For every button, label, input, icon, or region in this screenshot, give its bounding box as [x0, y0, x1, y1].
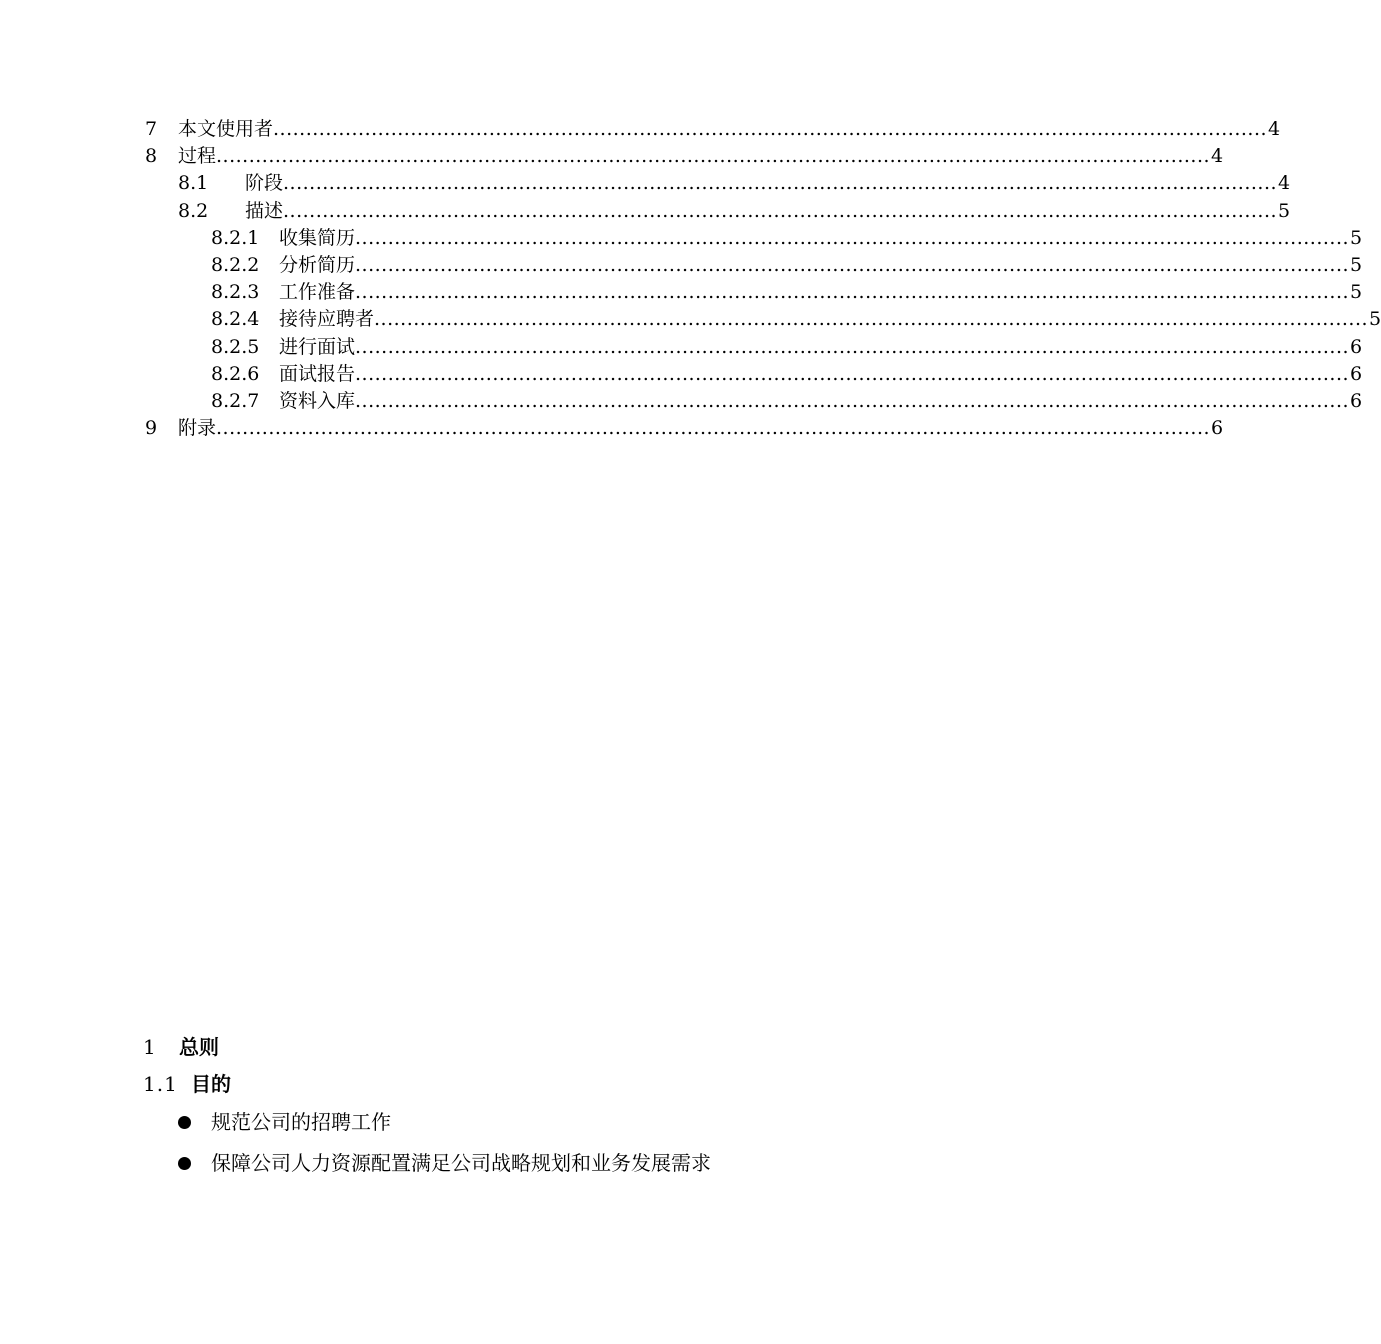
toc-entry-number: 8.1	[178, 172, 209, 195]
toc-entry-7[interactable]	[0, 116, 1281, 143]
toc-entry-9[interactable]	[0, 415, 1224, 442]
toc-dot-leader: ........................................................................................................................................................	[355, 389, 1350, 412]
toc-entry-title: 分析简历	[279, 252, 355, 279]
toc-entry-title: 面试报告	[279, 361, 355, 388]
toc-entry-page: 4	[1211, 145, 1224, 168]
toc-dot-leader: ........................................................................................................................................................	[216, 145, 1211, 168]
bullet-dot-icon	[178, 1157, 191, 1170]
toc-entry-number: 8.2.4	[211, 308, 260, 331]
section-heading-1-1	[143, 1069, 231, 1099]
list-item	[178, 1148, 711, 1178]
section-title: 目的	[191, 1072, 231, 1096]
toc-entry-8-2-2[interactable]	[0, 252, 1363, 279]
toc-dot-leader: ........................................................................................................................................................	[374, 308, 1369, 331]
toc-entry-page: 5	[1369, 308, 1381, 331]
toc-entry-number: 8.2.7	[211, 389, 260, 412]
toc-entry-title: 本文使用者	[178, 116, 273, 143]
toc-entry-8-2-3[interactable]	[0, 279, 1363, 306]
toc-entry-8-2-5[interactable]	[0, 334, 1363, 361]
list-item-text: 保障公司人力资源配置满足公司战略规划和业务发展需求	[211, 1151, 711, 1175]
toc-entry-page: 5	[1350, 226, 1363, 249]
toc-dot-leader: ........................................................................................................................................................	[273, 118, 1268, 140]
toc-entry-page: 6	[1211, 417, 1224, 440]
toc-entry-page: 4	[1268, 118, 1281, 140]
table-of-contents	[0, 116, 1381, 442]
toc-entry-number: 7	[145, 118, 158, 140]
toc-entry-number: 8.2.5	[211, 335, 260, 358]
toc-entry-page: 5	[1350, 253, 1363, 276]
toc-entry-8[interactable]	[0, 143, 1224, 170]
toc-entry-number: 8.2.6	[211, 362, 260, 385]
toc-entry-page: 5	[1278, 199, 1291, 222]
section-title: 总则	[179, 1035, 219, 1059]
toc-entry-number: 8	[145, 145, 158, 168]
toc-entry-number: 9	[145, 417, 158, 440]
toc-entry-title: 阶段	[245, 170, 283, 197]
toc-dot-leader: ........................................................................................................................................................	[355, 226, 1350, 249]
toc-entry-title: 进行面试	[279, 334, 355, 361]
toc-entry-page: 6	[1350, 335, 1363, 358]
toc-entry-title: 过程	[178, 143, 216, 170]
toc-entry-title: 资料入库	[279, 388, 355, 415]
bullet-dot-icon	[178, 1116, 191, 1129]
toc-entry-8-2[interactable]	[0, 198, 1291, 225]
section-number: 1.1	[143, 1072, 178, 1096]
toc-entry-8-1[interactable]	[0, 170, 1291, 197]
section-number: 1	[143, 1035, 156, 1059]
toc-entry-title: 工作准备	[279, 279, 355, 306]
toc-entry-8-2-7[interactable]	[0, 388, 1363, 415]
toc-entry-number: 8.2.1	[211, 226, 260, 249]
toc-entry-number: 8.2	[178, 199, 209, 222]
toc-dot-leader: ........................................................................................................................................................	[283, 172, 1278, 195]
toc-entry-page: 6	[1350, 362, 1363, 385]
toc-dot-leader: ........................................................................................................................................................	[355, 362, 1350, 385]
list-item-text: 规范公司的招聘工作	[211, 1110, 391, 1134]
toc-entry-8-2-6[interactable]	[0, 361, 1363, 388]
toc-entry-title: 收集简历	[279, 225, 355, 252]
toc-entry-page: 4	[1278, 172, 1291, 195]
toc-entry-8-2-1[interactable]	[0, 225, 1363, 252]
toc-entry-page: 5	[1350, 281, 1363, 304]
section-heading-1	[143, 1032, 219, 1062]
toc-entry-8-2-4[interactable]	[0, 306, 1381, 333]
toc-entry-number: 8.2.3	[211, 281, 260, 304]
toc-entry-title: 接待应聘者	[279, 306, 374, 333]
toc-entry-title: 描述	[245, 198, 283, 225]
toc-entry-number: 8.2.2	[211, 253, 260, 276]
toc-dot-leader: ........................................................................................................................................................	[355, 281, 1350, 304]
toc-dot-leader: ........................................................................................................................................................	[355, 335, 1350, 358]
toc-entry-page: 6	[1350, 389, 1363, 412]
toc-dot-leader: ........................................................................................................................................................	[283, 199, 1278, 222]
toc-dot-leader: ........................................................................................................................................................	[355, 253, 1350, 276]
toc-entry-title: 附录	[178, 415, 216, 442]
list-item	[178, 1107, 391, 1137]
toc-dot-leader: ........................................................................................................................................................	[216, 417, 1211, 440]
